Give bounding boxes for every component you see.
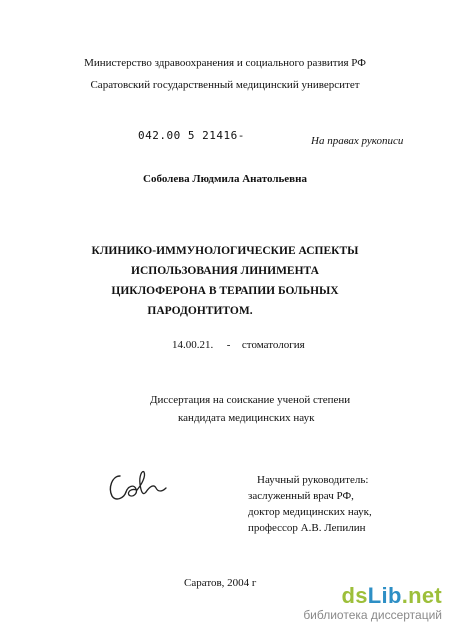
title-line: ИСПОЛЬЗОВАНИЯ ЛИНИМЕНТА — [131, 265, 319, 277]
author-name: Соболева Людмила Анатольевна — [143, 173, 307, 185]
specialty-code: 14.00.21. — [172, 339, 214, 351]
title-line: ПАРОДОНТИТОМ. — [147, 305, 253, 317]
title-line: КЛИНИКО-ИММУНОЛОГИЧЕСКИЕ АСПЕКТЫ — [91, 245, 359, 257]
supervisor-degree: доктор медицинских наук, — [248, 506, 372, 518]
specialty-name: стоматология — [241, 339, 305, 351]
specialty-line — [172, 339, 305, 352]
watermark-subtitle: библиотека диссертаций — [303, 608, 442, 622]
manuscript-rights: На правах рукописи — [311, 135, 404, 147]
ministry-line: Министерство здравоохранения и социального развития РФ — [84, 57, 366, 69]
degree-line-2: кандидата медицинских наук — [178, 412, 315, 424]
university-line: Саратовский государственный медицинский университет — [90, 79, 360, 91]
supervisor-title: заслуженный врач РФ, — [248, 490, 354, 502]
watermark-logo — [303, 584, 442, 622]
watermark-title: dsLib.net — [341, 583, 442, 608]
city-year: Саратов, 2004 г — [184, 577, 257, 589]
handwritten-signature — [106, 462, 168, 508]
title-line: ЦИКЛОФЕРОНА В ТЕРАПИИ БОЛЬНЫХ — [111, 285, 339, 297]
degree-line-1: Диссертация на соискание ученой степени — [150, 394, 351, 406]
stamp-number: 042.00 5 21416- — [138, 129, 245, 142]
specialty-dash: - — [226, 339, 231, 351]
supervisor-name: профессор А.В. Лепилин — [248, 522, 366, 534]
supervisor-heading: Научный руководитель: — [257, 474, 369, 486]
